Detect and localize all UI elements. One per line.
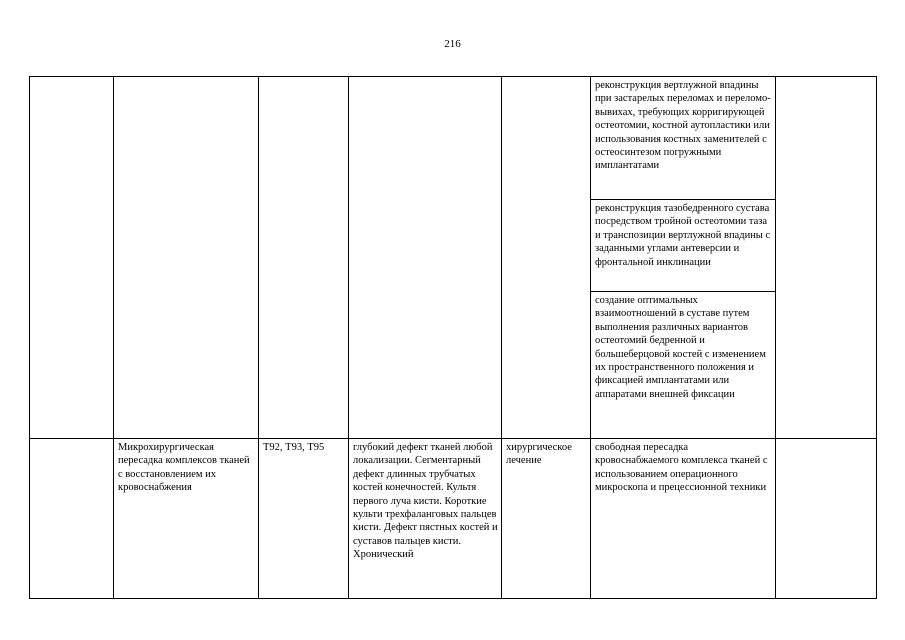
cell-model [349, 77, 502, 439]
cell-model: глубокий дефект тканей любой локализации. Сегментарный дефект длинных трубчатых костей конечностей. Культя первого луча кисти. Короткие культи трехфаланговых пальцев кисти. Дефект пястных костей и суставов пальцев кисти. Хронический [349, 439, 502, 599]
page-number: 216 [444, 38, 461, 50]
methods-list [591, 77, 775, 424]
method-item: реконструкция тазобедренного сустава посредством тройной остеотомии таза и транспозиции вертлужной впадины с заданными углами антеверсии и фронтальной инклинации [591, 200, 775, 292]
cell-number [30, 439, 114, 599]
cell-codes: Т92, Т93, Т95 [259, 439, 349, 599]
table-row-continuation [30, 77, 877, 439]
method-item: создание оптимальных взаимоотношений в суставе путем выполнения различных вариантов остеотомий бедренной и большеберцовой костей с изменением их пространственного положения и фиксацией имплантатами или аппаратами внешней фиксации [595, 295, 766, 400]
method-item: реконструкция вертлужной впадины при застарелых переломах и переломо-вывихах, требующих корригирующей остеотомии, костной аутопластики или использования костных заменителей с остеосинтезом погружными имплантатами [591, 77, 775, 200]
cell-method: свободная пересадка кровоснабжаемого комплекса тканей с использованием операционного микроскопа и прецессионной техники [591, 439, 776, 599]
cell-name [114, 77, 259, 439]
cell-methods [591, 77, 776, 439]
cell-treatment-type: хирургическое лечение [502, 439, 591, 599]
cell-name: Микрохирургическая пересадка комплексов тканей с восстановлением их кровоснабжения [114, 439, 259, 599]
cell-cost [776, 439, 877, 599]
cell-number [30, 77, 114, 439]
procedures-table [29, 76, 877, 599]
cell-cost [776, 77, 877, 439]
cell-codes [259, 77, 349, 439]
cell-treatment-type [502, 77, 591, 439]
table-row [30, 439, 877, 599]
